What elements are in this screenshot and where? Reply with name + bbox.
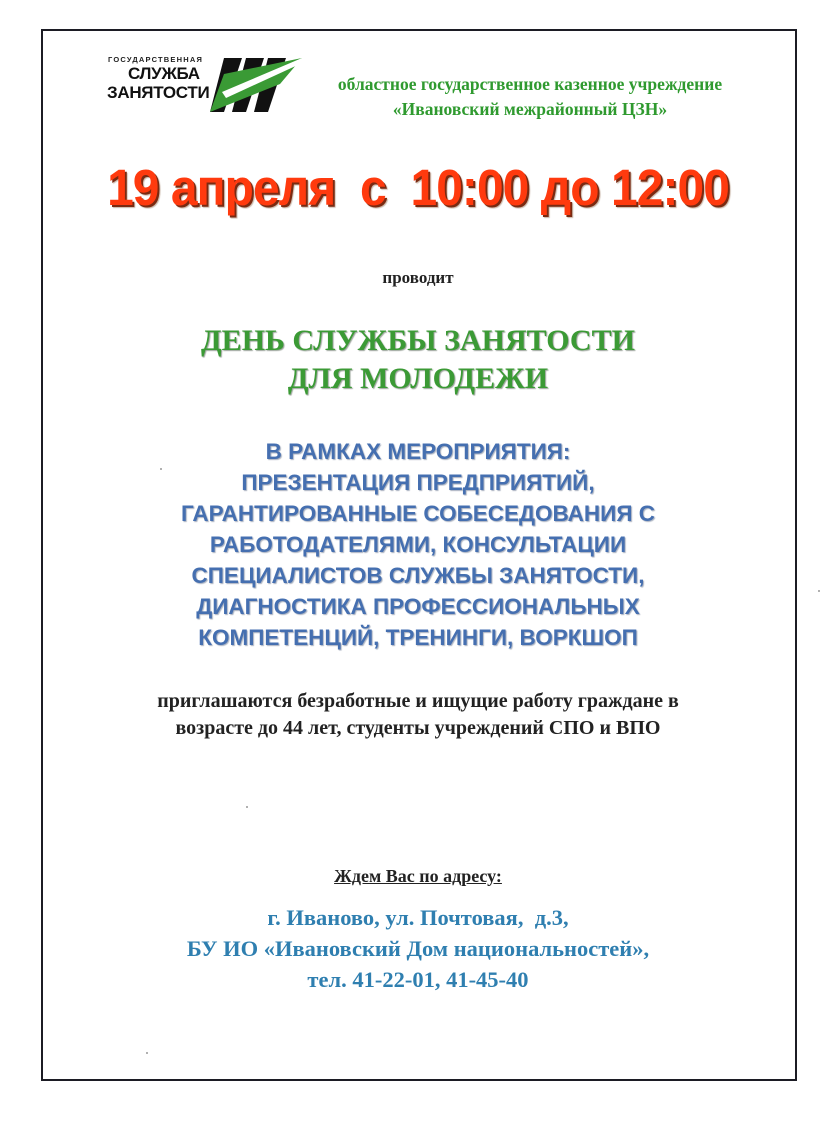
address-phone: тел. 41-22-01, 41-45-40 <box>307 967 529 992</box>
event-date-time: 19 апреля с 10:00 до 12:00 <box>107 159 729 216</box>
program-line: ГАРАНТИРОВАННЫЕ СОБЕСЕДОВАНИЯ С <box>180 501 656 526</box>
organization-line-2: «Ивановский межрайонный ЦЗН» <box>392 99 668 119</box>
scan-speck <box>818 590 820 592</box>
address-heading: Ждем Вас по адресу: <box>334 866 502 886</box>
scan-speck <box>146 1052 148 1054</box>
invitation-line-1: приглашаются безработные и ищущие работу граждане в <box>157 690 679 712</box>
organization-name <box>290 72 770 122</box>
program-line: ПРЕЗЕНТАЦИЯ ПРЕДПРИЯТИЙ, <box>241 470 595 495</box>
logo-top-text: ГОСУДАРСТВЕННАЯ <box>108 55 204 64</box>
program-line: КОМПЕТЕНЦИЙ, ТРЕНИНГИ, ВОРКШОП <box>198 625 638 650</box>
conducts-label: проводит <box>382 268 454 287</box>
event-title-line-2: ДЛЯ МОЛОДЕЖИ <box>287 362 549 395</box>
invitation-line-2: возрасте до 44 лет, студенты учреждений СПО и ВПО <box>175 717 661 739</box>
address-block <box>40 902 796 995</box>
address-line-1: г. Иваново, ул. Почтовая, д.3, <box>267 905 569 930</box>
logo-line-1: СЛУЖБА <box>128 64 200 83</box>
program-line: В РАМКАХ МЕРОПРИЯТИЯ: <box>265 439 571 464</box>
scan-speck <box>160 468 162 470</box>
logo-line-2: ЗАНЯТОСТИ <box>107 83 210 102</box>
event-title-line-1: ДЕНЬ СЛУЖБЫ ЗАНЯТОСТИ <box>201 324 635 357</box>
event-title <box>40 322 796 398</box>
logo-stripes-icon <box>210 54 302 116</box>
employment-service-logo <box>104 52 300 118</box>
organization-line-1: областное государственное казенное учреждение <box>337 74 723 94</box>
invitation-text <box>40 688 796 742</box>
scan-speck <box>246 806 248 808</box>
event-program <box>40 436 796 653</box>
program-line: РАБОТОДАТЕЛЯМИ, КОНСУЛЬТАЦИИ <box>209 532 627 557</box>
program-line: СПЕЦИАЛИСТОВ СЛУЖБЫ ЗАНЯТОСТИ, <box>191 563 645 588</box>
address-line-2: БУ ИО «Ивановский Дом национальностей», <box>186 936 650 961</box>
program-line: ДИАГНОСТИКА ПРОФЕССИОНАЛЬНЫХ <box>196 594 640 619</box>
